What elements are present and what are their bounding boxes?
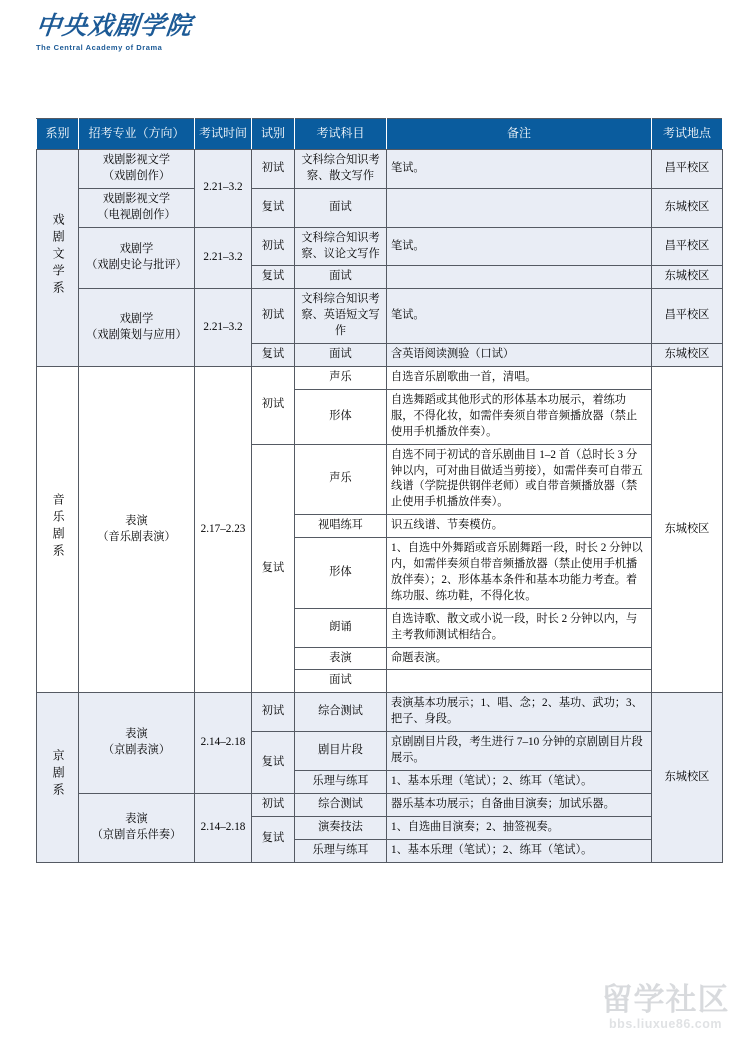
department-cell-peking-opera: 京剧系 (37, 693, 79, 862)
subject-cell: 面试 (295, 344, 387, 367)
round-cell: 初试 (252, 150, 295, 189)
logo-english-name: The Central Academy of Drama (36, 43, 163, 53)
location-cell: 昌平校区 (652, 227, 723, 266)
academy-logo (36, 14, 276, 66)
department-cell-musical-theatre: 音乐剧系 (37, 366, 79, 692)
round-cell: 初试 (252, 289, 295, 344)
subject-cell: 演奏技法 (295, 816, 387, 839)
exam-schedule-table (36, 118, 723, 863)
remark-cell: 笔试。 (387, 150, 652, 189)
round-cell: 初试 (252, 793, 295, 816)
round-cell: 初试 (252, 366, 295, 444)
location-cell: 东城校区 (652, 266, 723, 289)
remark-cell: 器乐基本功展示；自备曲目演奏；加试乐器。 (387, 793, 652, 816)
subject-cell: 乐理与练耳 (295, 839, 387, 862)
exam-time-cell: 2.17–2.23 (195, 366, 252, 692)
subject-cell: 面试 (295, 188, 387, 227)
department-cell-drama-literature: 戏剧文学系 (37, 150, 79, 367)
subject-cell: 视唱练耳 (295, 515, 387, 538)
major-cell: 戏剧影视文学 （戏剧创作） (79, 150, 195, 189)
exam-time-cell: 2.14–2.18 (195, 793, 252, 862)
remark-cell: 1、自选中外舞蹈或音乐剧舞蹈一段，时长 2 分钟以内，如需伴奏须自带音频播放器（禁止使用手机播放伴奏）；2、形体基本条件和基本功能力考查。着练功服、练功鞋，不得化妆。 (387, 538, 652, 609)
subject-cell: 形体 (295, 538, 387, 609)
subject-cell: 乐理与练耳 (295, 771, 387, 794)
remark-cell: 表演基本功展示；1、唱、念；2、基功、武功；3、把子、身段。 (387, 693, 652, 732)
table-row (37, 793, 723, 816)
logo-chinese-name: 中央戏剧学院 (34, 13, 194, 40)
remark-cell: 1、基本乐理（笔试）；2、练耳（笔试）。 (387, 771, 652, 794)
exam-time-cell: 2.14–2.18 (195, 693, 252, 794)
site-watermark (588, 984, 743, 1046)
remark-cell: 京剧剧目片段，考生进行 7–10 分钟的京剧剧目片段展示。 (387, 732, 652, 771)
round-cell: 初试 (252, 227, 295, 266)
exam-schedule-table-container (36, 118, 722, 863)
exam-time-cell: 2.21–3.2 (195, 150, 252, 228)
round-cell: 复试 (252, 344, 295, 367)
table-row (37, 366, 723, 389)
header-department: 系别 (37, 119, 79, 150)
header-subject: 考试科目 (295, 119, 387, 150)
major-cell: 表演 （京剧音乐伴奏） (79, 793, 195, 862)
location-cell: 东城校区 (652, 188, 723, 227)
location-cell: 东城校区 (652, 366, 723, 692)
header-round: 试别 (252, 119, 295, 150)
round-cell: 复试 (252, 188, 295, 227)
remark-cell: 自选不同于初试的音乐剧曲目 1–2 首（总时长 3 分钟以内，可对曲目做适当剪接），如需伴奏可自带五线谱（学院提供钢伴老师）或自带音频播放器（禁止使用手机播放伴奏）。 (387, 444, 652, 515)
subject-cell: 面试 (295, 670, 387, 693)
watermark-text: 留学社区 (601, 982, 730, 1017)
table-row (37, 188, 723, 227)
round-cell: 复试 (252, 266, 295, 289)
subject-cell: 朗诵 (295, 608, 387, 647)
remark-cell: 1、基本乐理（笔试）；2、练耳（笔试）。 (387, 839, 652, 862)
exam-time-cell: 2.21–3.2 (195, 227, 252, 289)
subject-cell: 文科综合知识考察、散文写作 (295, 150, 387, 189)
subject-cell: 综合测试 (295, 793, 387, 816)
table-header-row (37, 119, 723, 150)
major-cell: 戏剧影视文学 （电视剧创作） (79, 188, 195, 227)
subject-cell: 综合测试 (295, 693, 387, 732)
subject-cell: 形体 (295, 389, 387, 444)
major-cell: 表演 （音乐剧表演） (79, 366, 195, 692)
remark-cell: 自选诗歌、散文或小说一段，时长 2 分钟以内，与主考教师测试相结合。 (387, 608, 652, 647)
remark-cell (387, 188, 652, 227)
subject-cell: 剧目片段 (295, 732, 387, 771)
location-cell: 东城校区 (652, 693, 723, 862)
header-exam-time: 考试时间 (195, 119, 252, 150)
subject-cell: 文科综合知识考察、英语短文写作 (295, 289, 387, 344)
table-row (37, 693, 723, 732)
table-row (37, 150, 723, 189)
table-row (37, 289, 723, 344)
watermark-url: bbs.liuxue86.com (609, 1017, 722, 1031)
remark-cell: 自选音乐剧歌曲一首，清唱。 (387, 366, 652, 389)
remark-cell (387, 670, 652, 693)
header-location: 考试地点 (652, 119, 723, 150)
major-cell: 戏剧学 （戏剧策划与应用） (79, 289, 195, 367)
exam-time-cell: 2.21–3.2 (195, 289, 252, 367)
remark-cell: 1、自选曲目演奏；2、抽签视奏。 (387, 816, 652, 839)
location-cell: 昌平校区 (652, 289, 723, 344)
round-cell: 复试 (252, 444, 295, 693)
remark-cell: 笔试。 (387, 289, 652, 344)
header-major: 招考专业（方向） (79, 119, 195, 150)
major-cell: 表演 （京剧表演） (79, 693, 195, 794)
remark-cell: 自选舞蹈或其他形式的形体基本功展示，着练功服，不得化妆，如需伴奏须自带音频播放器（禁止使用手机播放伴奏）。 (387, 389, 652, 444)
round-cell: 初试 (252, 693, 295, 732)
subject-cell: 面试 (295, 266, 387, 289)
subject-cell: 声乐 (295, 444, 387, 515)
round-cell: 复试 (252, 732, 295, 794)
table-row (37, 227, 723, 266)
remark-cell: 识五线谱、节奏模仿。 (387, 515, 652, 538)
header-remark: 备注 (387, 119, 652, 150)
remark-cell: 笔试。 (387, 227, 652, 266)
remark-cell: 含英语阅读测验（口试） (387, 344, 652, 367)
remark-cell (387, 266, 652, 289)
remark-cell: 命题表演。 (387, 647, 652, 670)
subject-cell: 表演 (295, 647, 387, 670)
major-cell: 戏剧学 （戏剧史论与批评） (79, 227, 195, 289)
round-cell: 复试 (252, 816, 295, 862)
subject-cell: 声乐 (295, 366, 387, 389)
location-cell: 东城校区 (652, 344, 723, 367)
subject-cell: 文科综合知识考察、议论文写作 (295, 227, 387, 266)
location-cell: 昌平校区 (652, 150, 723, 189)
